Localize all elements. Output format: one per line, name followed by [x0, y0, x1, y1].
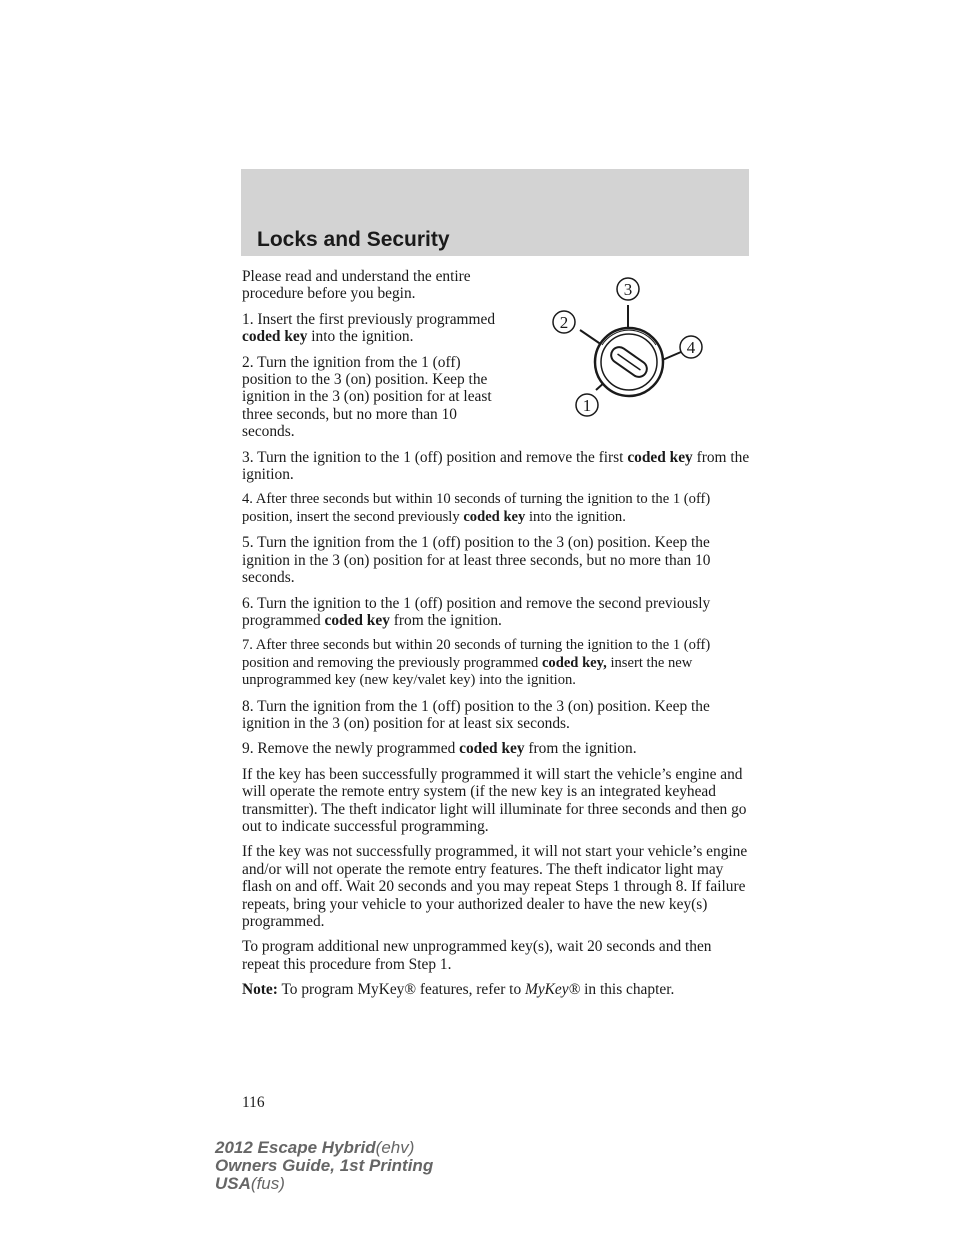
step-3 [242, 449, 752, 484]
footer-market: USA [215, 1174, 251, 1193]
step-1-text: 1. Insert the first previously programmed [242, 310, 496, 328]
step-9-term: coded key [459, 740, 525, 758]
footer-model: 2012 Escape Hybrid [215, 1138, 376, 1157]
step-6-text: 6. Turn the ignition to the 1 (off) position and remove the second previously programmed [242, 594, 711, 629]
step-4 [242, 491, 752, 526]
step-4-text: 4. After three seconds but within 10 seconds of turning the ignition to the 1 (off) position, insert the second previously [242, 491, 711, 525]
step-3-term: coded key [627, 448, 693, 466]
note-label: Note: [242, 981, 278, 999]
footer-line-2: Owners Guide, 1st Printing [215, 1156, 434, 1175]
step-8: 8. Turn the ignition from the 1 (off) position to the 3 (on) position. Keep the ignition in the 3 (on) position for at least six seconds. [242, 697, 710, 732]
page-number: 116 [242, 1094, 265, 1111]
callout-1-label: 1 [582, 396, 592, 415]
section-title: Locks and Security [257, 228, 450, 251]
step-7-text-end: insert the new unprogrammed key (new key/valet key) into the ignition. [242, 654, 693, 689]
footer [215, 1139, 433, 1193]
note-paragraph [242, 981, 752, 998]
step-5: 5. Turn the ignition from the 1 (off) position to the 3 (on) position. Keep the ignition in the 3 (on) position for at least three seconds, but no more than 10 seconds. [242, 534, 711, 587]
failure-paragraph: If the key was not successfully programmed, it will not start your vehicle’s engine and/or will not operate the remote entry features. The theft indicator light may flash on and off. Wait 20 seconds and you may repeat Steps 1 through 8. If failure repeats, bring your vehicle to your authorized dealer to have the new key(s) programmed. [242, 843, 748, 930]
intro-paragraph: Please read and understand the entire procedure before you begin. [242, 268, 471, 303]
step-9-text-end: from the ignition. [524, 740, 637, 758]
note-text-end: in this chapter. [580, 981, 675, 999]
section-header [241, 169, 749, 256]
success-paragraph: If the key has been successfully programmed it will start the vehicle’s engine and will operate the remote entry system (if the new key is an integrated keyhead transmitter). The theft indicator light will illuminate for three seconds and then go out to indicate successful programming. [242, 765, 747, 835]
step-7 [242, 637, 752, 689]
footer-line-1 [215, 1139, 433, 1157]
step-6-text-end: from the ignition. [389, 611, 502, 629]
procedure-text [242, 268, 752, 1007]
step-9 [242, 740, 752, 757]
footer-market-code: (fus) [250, 1174, 285, 1193]
footer-line-3 [215, 1175, 433, 1193]
footer-model-code: (ehv) [375, 1138, 415, 1157]
additional-keys-paragraph: To program additional new unprogrammed key(s), wait 20 seconds and then repeat this procedure from Step 1. [242, 938, 712, 973]
step-1-text-end: into the ignition. [307, 328, 414, 346]
step-6-term: coded key [324, 611, 390, 629]
step-6 [242, 595, 752, 630]
step-4-term: coded key [463, 508, 526, 525]
note-text: To program MyKey® features, refer to [277, 981, 525, 999]
step-4-text-end: into the ignition. [525, 508, 626, 525]
callout-2-label: 2 [559, 313, 569, 332]
mykey-reference: MyKey® [525, 981, 581, 999]
step-9-text: 9. Remove the newly programmed [242, 740, 460, 758]
step-7-text: 7. After three seconds but within 20 seconds of turning the ignition to the 1 (off) position and removing the previously programmed [242, 637, 711, 671]
step-1 [242, 311, 504, 346]
step-3-text-end: from the ignition. [242, 448, 750, 484]
callout-4-label: 4 [686, 338, 696, 357]
step-1-term: coded key [242, 328, 308, 346]
step-7-term: coded key, [541, 654, 607, 671]
step-2: 2. Turn the ignition from the 1 (off) position to the 3 (on) position. Keep the ignition in the 3 (on) position for at least three seconds, but no more than 10 seconds. [242, 353, 492, 441]
callout-3-label: 3 [623, 280, 633, 299]
step-3-text: 3. Turn the ignition to the 1 (off) position and remove the first [242, 448, 628, 466]
